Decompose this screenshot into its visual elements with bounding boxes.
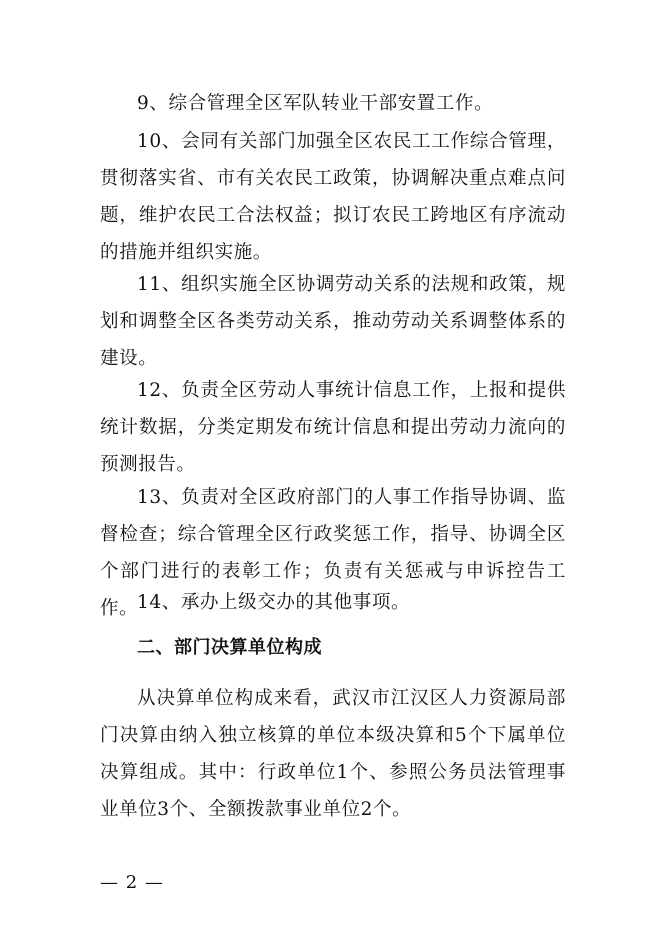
- duty-item-14: 14、承办上级交办的其他事项。: [137, 592, 411, 613]
- duty-item-10: 10、会同有关部门加强全区农民工工作综合管理，贯彻落实省、市有关农民工政策，协调解决重点难点问题，维护农民工合法权益；拟订农民工跨地区有序流动的措施并组织实施。: [100, 131, 566, 263]
- duty-item-9: 9、综合管理全区军队转业干部安置工作。: [137, 93, 494, 114]
- section-heading: 二、部门决算单位构成: [137, 637, 322, 658]
- section-body-paragraph: 从决算单位构成来看，武汉市江汉区人力资源局部门决算由纳入独立核算的单位本级决算和5个下属单位决算组成。其中：行政单位1个、参照公务员法管理事业单位3个、全额拨款事业单位2个。: [100, 688, 566, 820]
- duty-item-11: 11、组织实施全区协调劳动关系的法规和政策，规划和调整全区各类劳动关系，推动劳动关系调整体系的建设。: [100, 274, 566, 369]
- duty-item-13: 13、负责对全区政府部门的人事工作指导协调、监督检查；综合管理全区行政奖惩工作，指导、协调全区个部门进行的表彰工作；负责有关惩戒与申诉控告工作。: [100, 487, 566, 619]
- page-number: — 2 —: [100, 872, 164, 893]
- duty-item-12: 12、负责全区劳动人事统计信息工作，上报和提供统计数据，分类定期发布统计信息和提出劳动力流向的预测报告。: [100, 380, 566, 475]
